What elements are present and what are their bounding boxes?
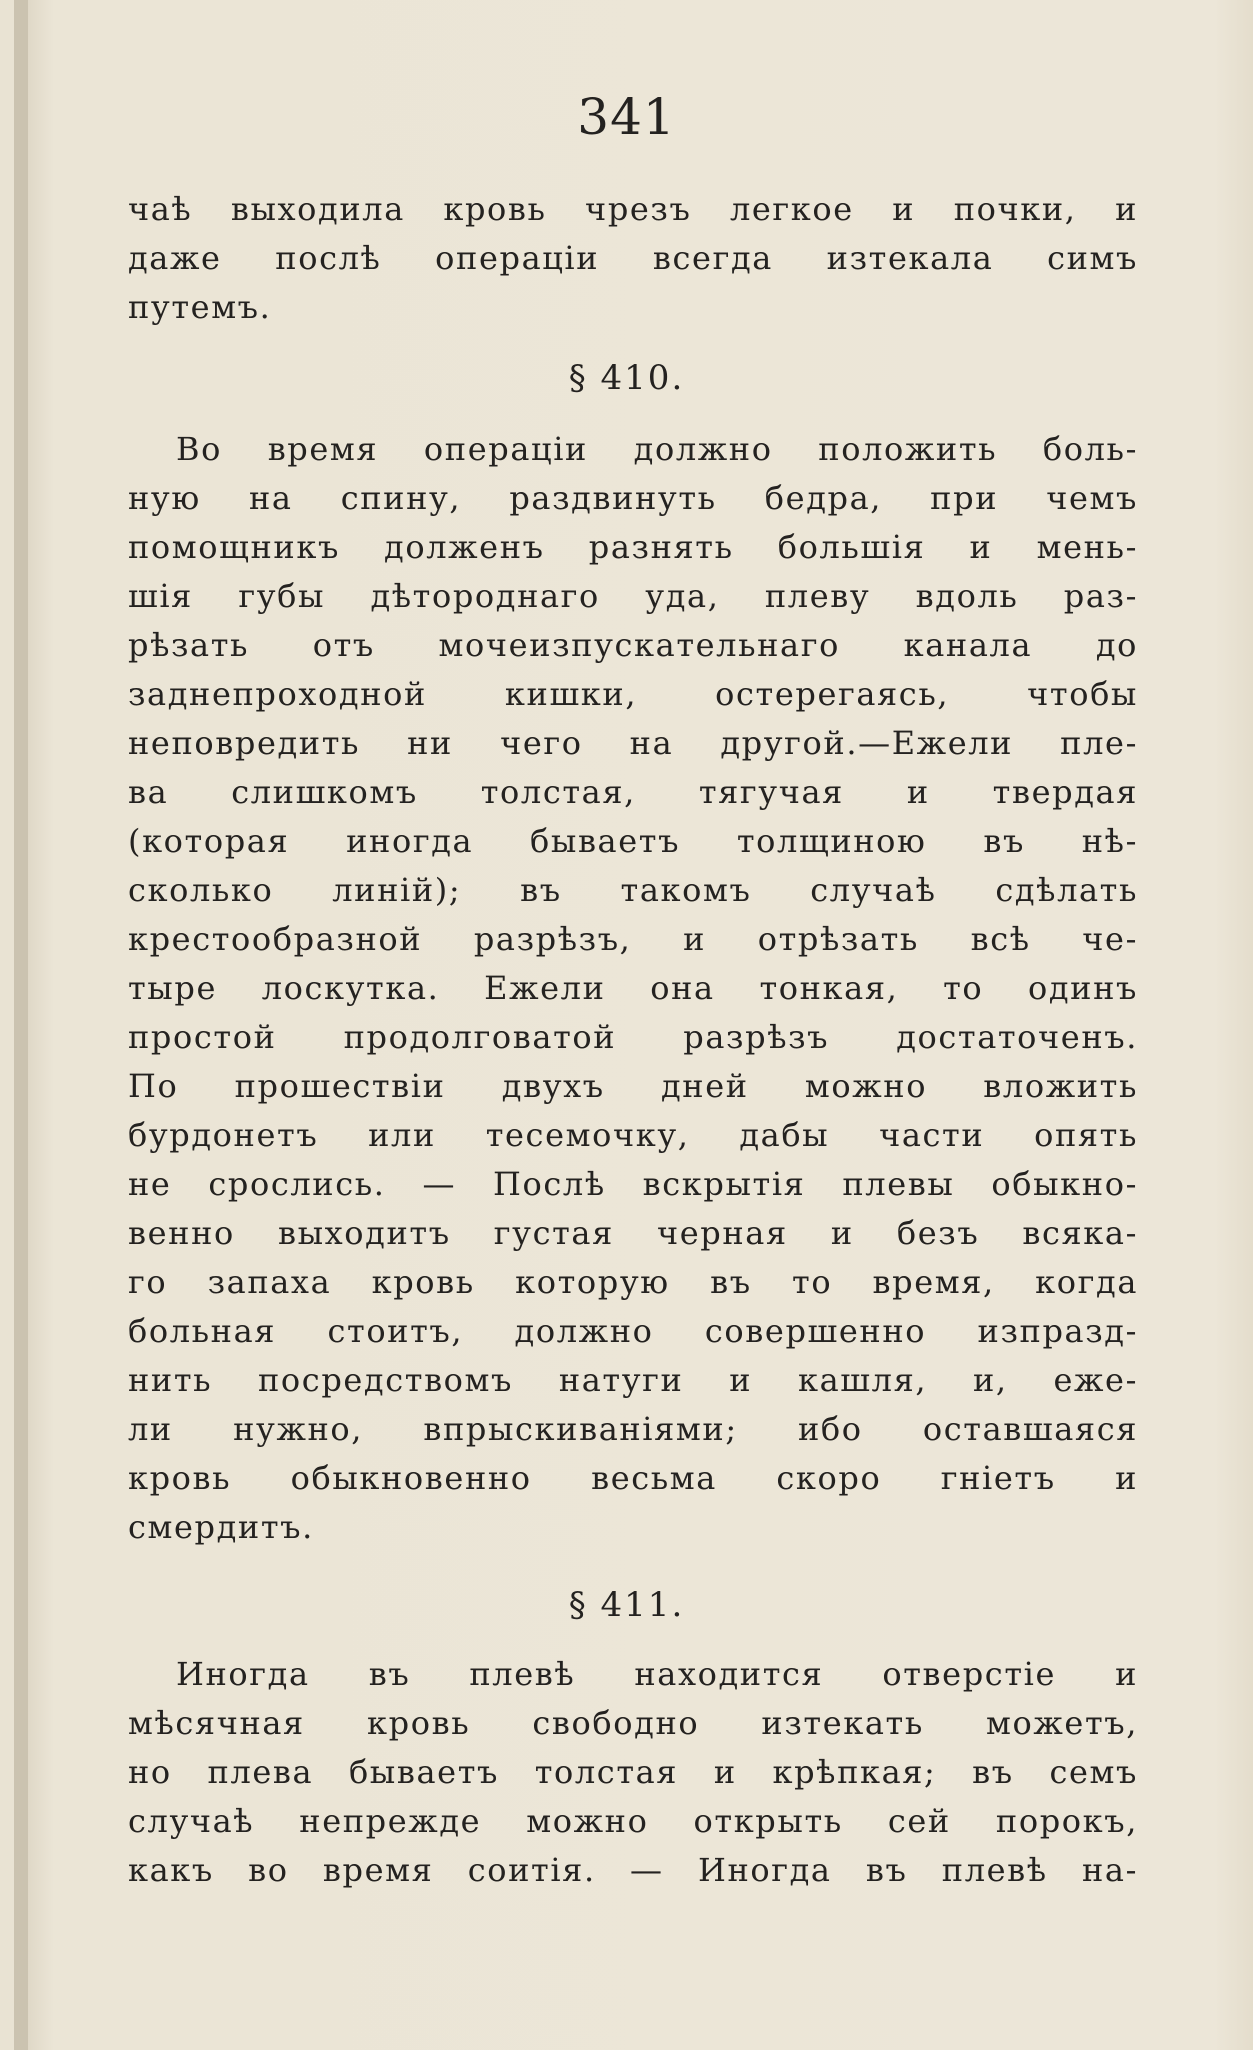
section-heading-411: § 411.	[568, 1585, 685, 1625]
intro-paragraph	[128, 185, 1138, 332]
text-line: смердитъ.	[128, 1508, 314, 1546]
text-line: Во время операціи должно положить боль-	[176, 430, 1138, 468]
text-line: венно выходитъ густая черная и безъ всяка-	[128, 1214, 1138, 1252]
text-line: Иногда въ плевѣ находится отверстіе и	[176, 1655, 1138, 1693]
text-line: нить посредствомъ натуги и кашля, и, еже-	[128, 1361, 1138, 1399]
text-line: бурдонетъ или тесемочку, дабы части опять	[128, 1116, 1138, 1154]
text-line: неповредить ни чего на другой.—Ежели пле-	[128, 724, 1138, 762]
section-heading-410: § 410.	[568, 358, 685, 398]
text-line: путемъ.	[128, 288, 272, 326]
text-line: По прошествіи двухъ дней можно вложить	[128, 1067, 1138, 1105]
text-line: мѣсячная кровь свободно изтекать можетъ,	[128, 1704, 1138, 1742]
text-line: крестообразной разрѣзъ, и отрѣзать всѣ че-	[128, 920, 1138, 958]
text-line: ва слишкомъ толстая, тягучая и твердая	[128, 773, 1138, 811]
text-line: даже послѣ операціи всегда изтекала симъ	[128, 239, 1138, 277]
section-410-paragraph	[128, 425, 1138, 1552]
text-line: шія губы дѣтороднаго уда, плеву вдоль раз-	[128, 577, 1138, 615]
text-line: но плева бываетъ толстая и крѣпкая; въ семъ	[128, 1753, 1138, 1791]
text-line: кровь обыкновенно весьма скоро гніетъ и	[128, 1459, 1138, 1497]
text-line: го запаха кровь которую въ то время, когда	[128, 1263, 1138, 1301]
text-line: случаѣ непрежде можно открыть сей порокъ,	[128, 1802, 1138, 1840]
text-line: больная стоитъ, должно совершенно изпразд-	[128, 1312, 1138, 1350]
page-number: 341	[577, 88, 676, 146]
text-line: рѣзать отъ мочеизпускательнаго канала до	[128, 626, 1138, 664]
page-binding-edge	[14, 0, 28, 2050]
text-line: заднепроходной кишки, остерегаясь, чтобы	[128, 675, 1138, 713]
text-line: чаѣ выходила кровь чрезъ легкое и почки, и	[128, 190, 1138, 228]
section-411-paragraph	[128, 1650, 1138, 1895]
text-line: помощникъ долженъ разнять большія и мень-	[128, 528, 1138, 566]
text-line: ли нужно, впрыскиваніями; ибо оставшаяся	[128, 1410, 1138, 1448]
text-line: тыре лоскутка. Ежели она тонкая, то одинъ	[128, 969, 1138, 1007]
text-line: не срослись. — Послѣ вскрытія плевы обыкно-	[128, 1165, 1138, 1203]
text-line: простой продолговатой разрѣзъ достаточенъ.	[128, 1018, 1138, 1056]
text-line: сколько линій); въ такомъ случаѣ сдѣлать	[128, 871, 1138, 909]
text-line: (которая иногда бываетъ толщиною въ нѣ-	[128, 822, 1138, 860]
text-line: ную на спину, раздвинуть бедра, при чемъ	[128, 479, 1138, 517]
text-line: какъ во время соитія. — Иногда въ плевѣ на-	[128, 1851, 1138, 1889]
